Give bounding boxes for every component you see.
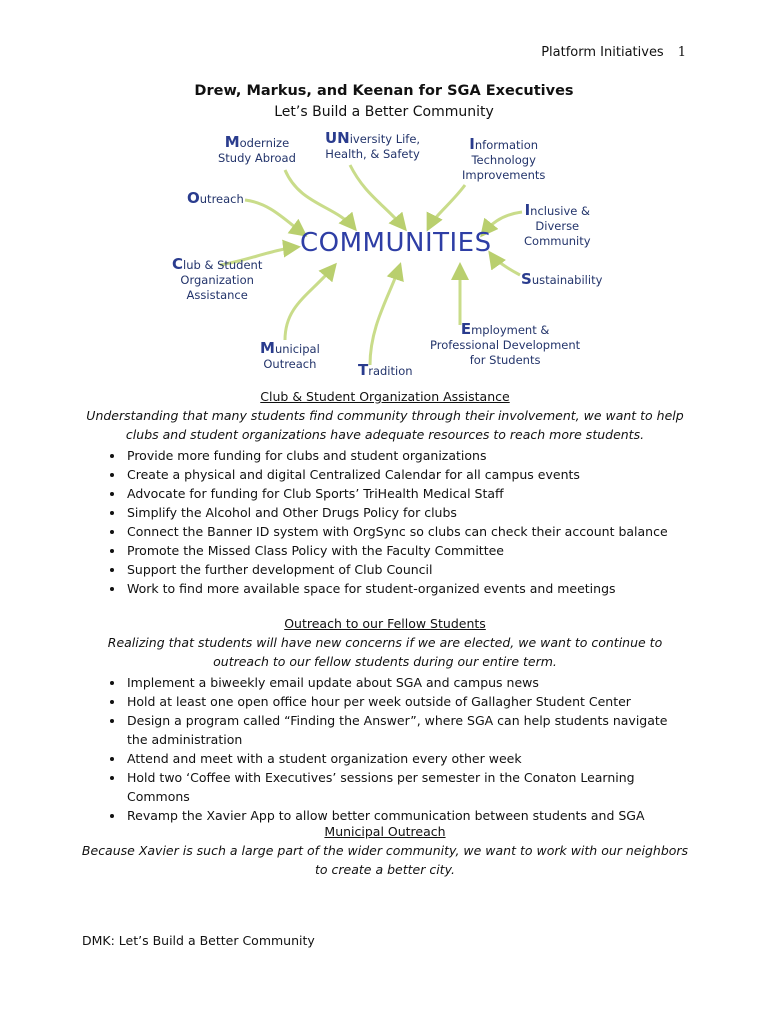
node-outreach: Outreach bbox=[187, 189, 244, 207]
arrow-municipal bbox=[285, 265, 335, 340]
node-employment: Employment & Professional Development for Students bbox=[430, 320, 581, 367]
list-item: • Attend and meet with a student organization every other week bbox=[125, 749, 690, 768]
arrow-tradition bbox=[370, 265, 400, 365]
list-item: • Create a physical and digital Centralized Calendar for all campus events bbox=[125, 465, 690, 484]
arrow-modernize bbox=[285, 170, 355, 229]
list-item: • Provide more funding for clubs and student organizations bbox=[125, 446, 690, 465]
list-item: • Simplify the Alcohol and Other Drugs Policy for clubs bbox=[125, 503, 690, 522]
page-footer: DMK: Let’s Build a Better Community bbox=[82, 933, 315, 948]
list-item: • Support the further development of Club Council bbox=[125, 560, 690, 579]
node-club: Club & Student Organization Assistance bbox=[172, 255, 263, 302]
bullet-list bbox=[80, 673, 690, 825]
list-item: • Revamp the Xavier App to allow better communication between students and SGA bbox=[125, 806, 690, 825]
list-item: • Design a program called “Finding the Answer”, where SGA can help students navigate the administration bbox=[125, 711, 690, 749]
node-university: UNiversity Life, Health, & Safety bbox=[325, 129, 421, 161]
communities-center-label: COMMUNITIES bbox=[300, 228, 492, 258]
list-item: • Connect the Banner ID system with OrgSync so clubs can check their account balance bbox=[125, 522, 690, 541]
list-item: • Implement a biweekly email update about SGA and campus news bbox=[125, 673, 690, 692]
node-modernize: Modernize Study Abroad bbox=[218, 133, 296, 165]
node-tradition: Tradition bbox=[358, 361, 413, 379]
page-number: 1 bbox=[677, 45, 686, 60]
section-title: Municipal Outreach bbox=[324, 824, 446, 839]
list-item: • Hold two ‘Coffee with Executives’ sessions per semester in the Conaton Learning Commons bbox=[125, 768, 690, 806]
bullet-list bbox=[80, 446, 690, 598]
document-subtitle: Let’s Build a Better Community bbox=[274, 104, 494, 120]
node-municipal: Municipal Outreach bbox=[260, 339, 320, 371]
list-item: • Hold at least one open office hour per week outside of Gallagher Student Center bbox=[125, 692, 690, 711]
node-sustainability: Sustainability bbox=[521, 270, 603, 288]
header-label: Platform Initiatives bbox=[541, 45, 664, 60]
arrow-outreach bbox=[245, 200, 305, 235]
list-item: • Work to find more available space for student-organized events and meetings bbox=[125, 579, 690, 598]
arrow-information bbox=[428, 185, 465, 229]
arrow-university bbox=[350, 165, 405, 229]
section-municipal bbox=[80, 824, 690, 879]
list-item: • Advocate for funding for Club Sports’ TriHealth Medical Staff bbox=[125, 484, 690, 503]
section-club-assistance bbox=[80, 389, 690, 598]
section-title: Outreach to our Fellow Students bbox=[284, 616, 486, 631]
list-item: • Promote the Missed Class Policy with the Faculty Committee bbox=[125, 541, 690, 560]
page-header bbox=[541, 45, 686, 60]
node-inclusive: Inclusive & Diverse Community bbox=[524, 201, 591, 248]
communities-diagram bbox=[160, 125, 620, 385]
section-title: Club & Student Organization Assistance bbox=[260, 389, 510, 404]
section-intro: Realizing that students will have new concerns if we are elected, we want to continue to outreach to our fellow students during our entire term. bbox=[107, 635, 663, 669]
node-information: Information Technology Improvements bbox=[462, 135, 546, 182]
section-outreach bbox=[80, 616, 690, 825]
section-intro: Understanding that many students find community through their involvement, we want to help clubs and student organizations have adequate resources to reach more students. bbox=[86, 408, 684, 442]
arrow-sustainability bbox=[490, 253, 520, 275]
section-intro: Because Xavier is such a large part of the wider community, we want to work with our neighbors to create a better city. bbox=[81, 843, 689, 877]
document-title: Drew, Markus, and Keenan for SGA Executives bbox=[194, 83, 574, 99]
